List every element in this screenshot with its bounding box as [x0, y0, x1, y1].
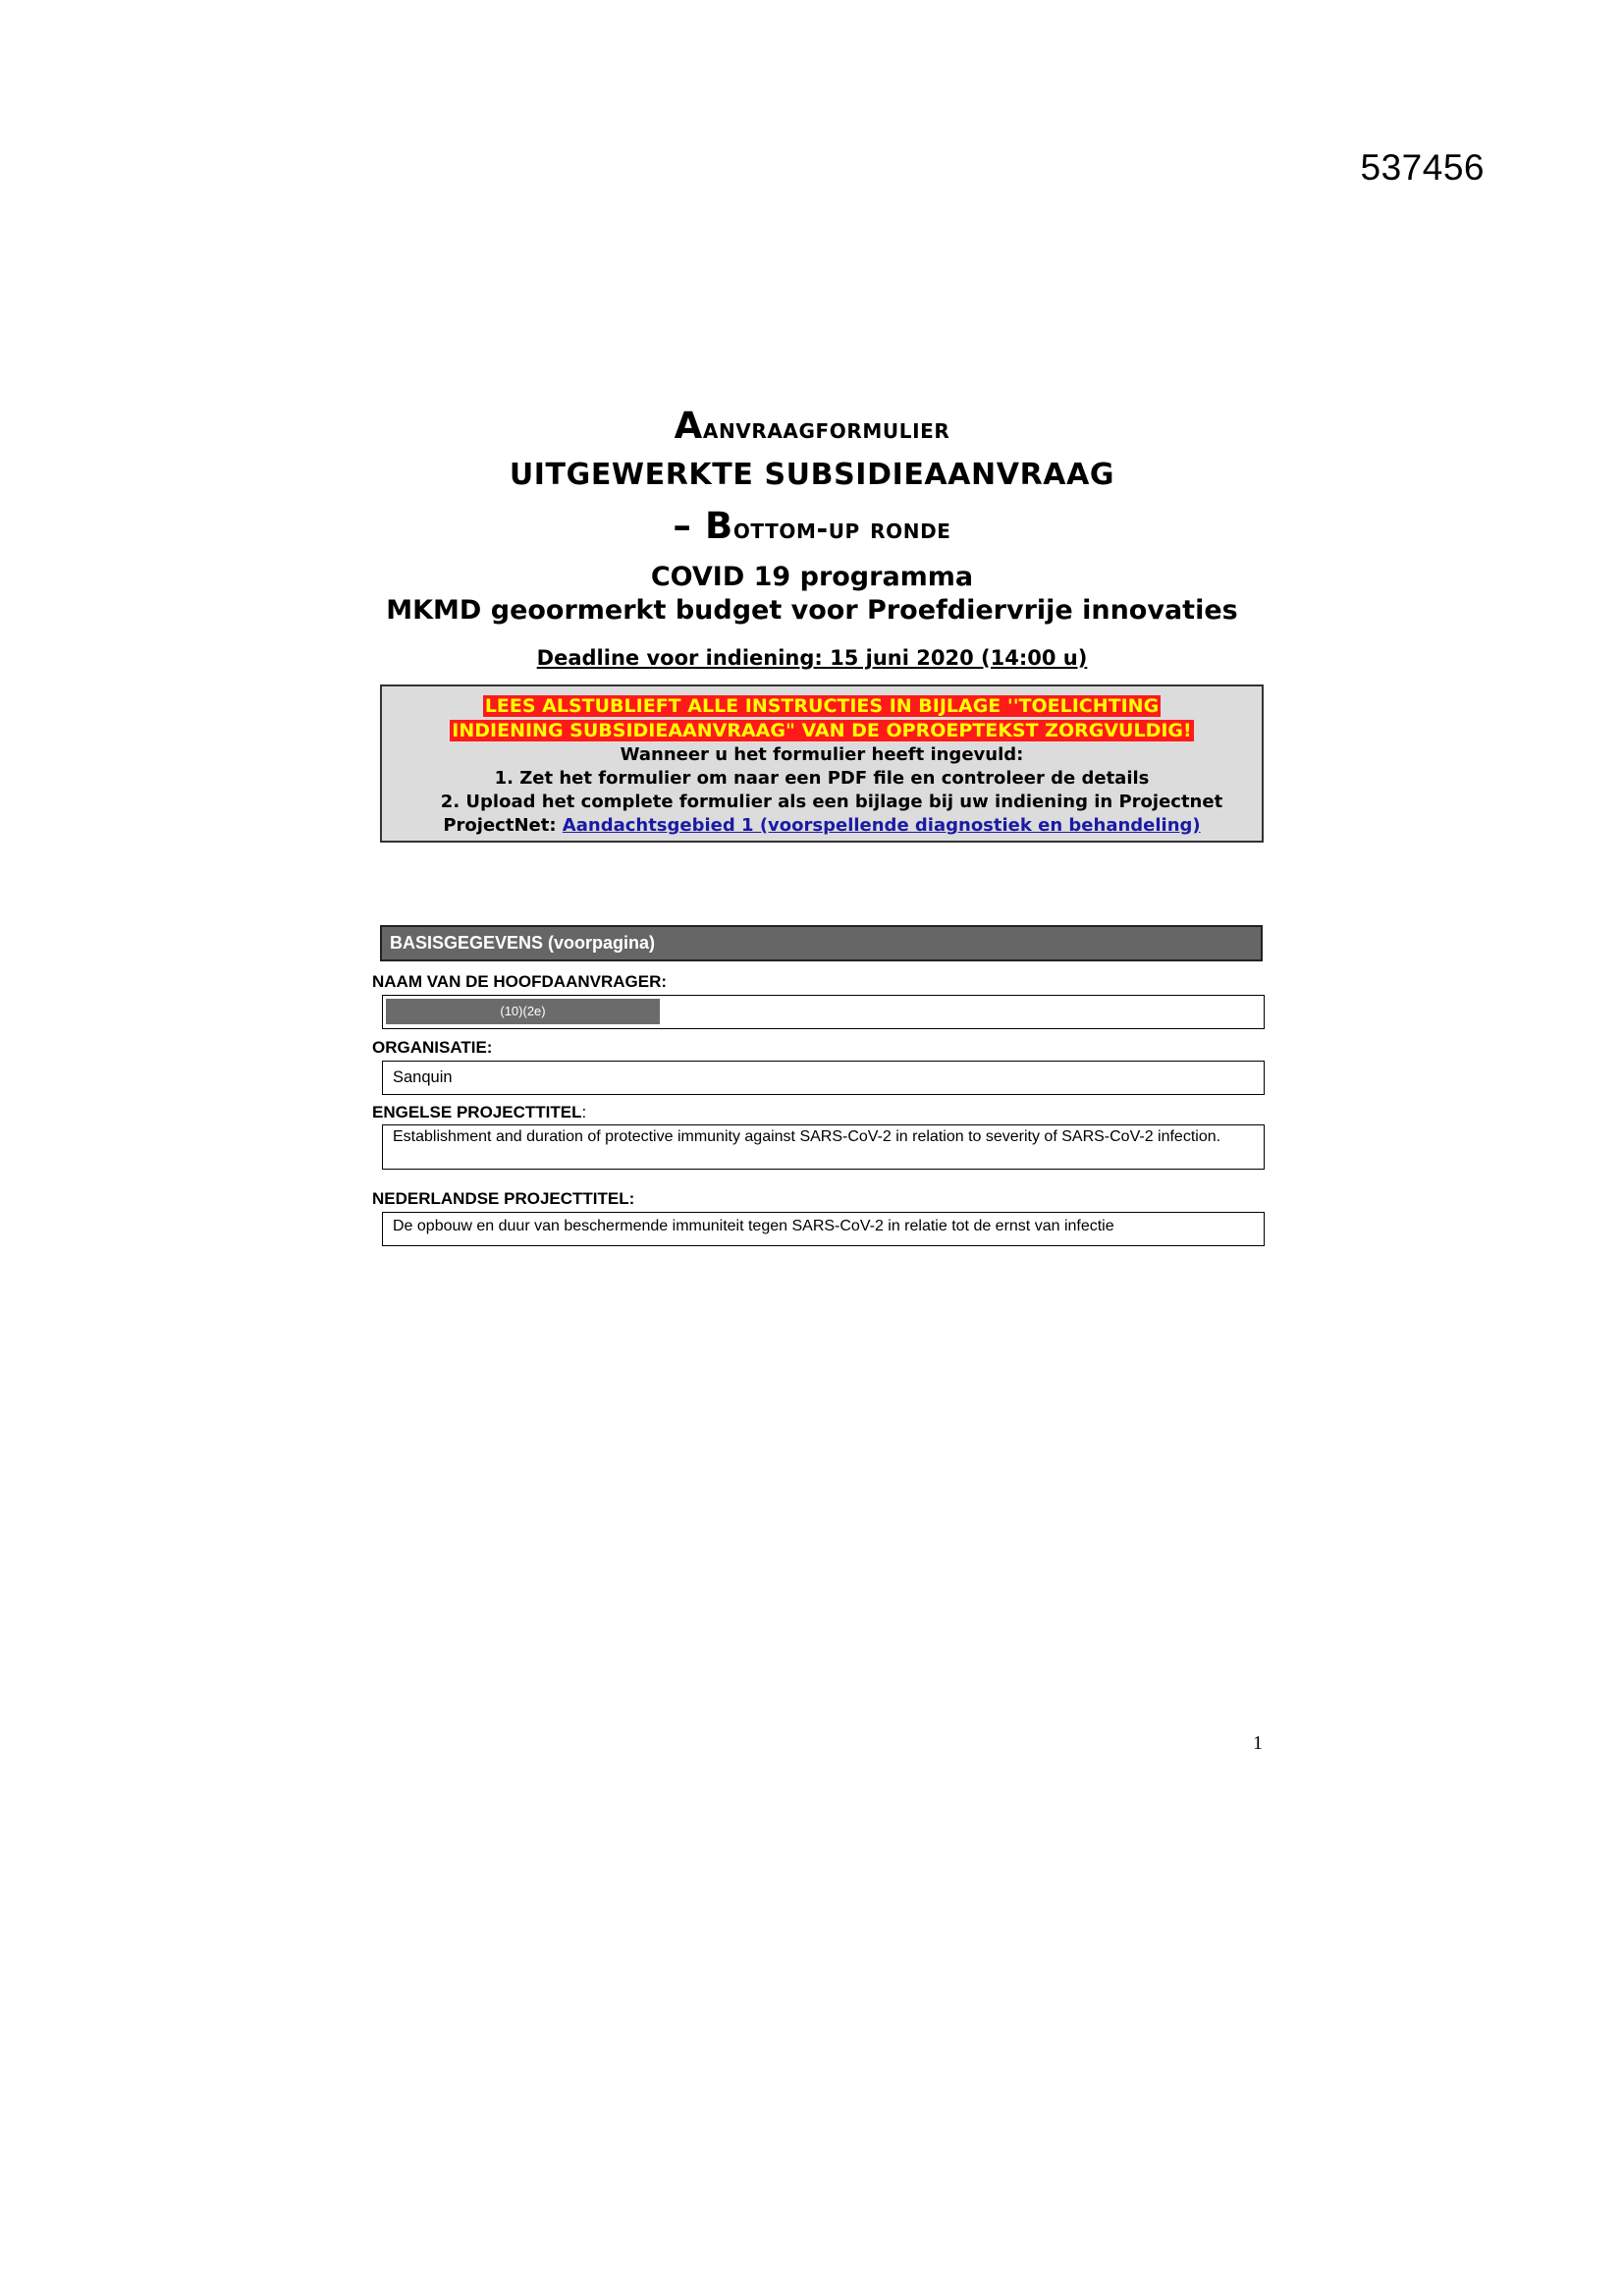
form-title-initial: A — [674, 405, 703, 447]
warning-line-1: LEES ALSTUBLIEFT ALLE INSTRUCTIES IN BIJLAGE ''TOELICHTING — [484, 695, 1160, 717]
programme-title: COVID 19 programma — [650, 562, 974, 592]
section-header-basisgegevens: BASISGEGEVENS (voorpagina) — [380, 925, 1263, 961]
projectnet-line — [382, 814, 1262, 838]
instructions-step-1: 1. Zet het formulier om naar een PDF file en controleer de details — [494, 768, 1150, 789]
budget-title: MKMD geoormerkt budget voor Proefdiervrije innovaties — [386, 595, 1238, 626]
warning-line-2: INDIENING SUBSIDIEAANVRAAG" VAN DE OPROEPTEKST ZORGVULDIG! — [452, 720, 1192, 741]
form-subtitle: UITGEWERKTE SUBSIDIEAANVRAAG — [509, 458, 1115, 492]
form-title — [0, 405, 1624, 447]
document-id: 537456 — [1360, 147, 1485, 188]
applicant-label: NAAM VAN DE HOOFDAANVRAGER: — [372, 972, 668, 991]
english-title-label — [372, 1103, 586, 1122]
instructions-step-2: 2. Upload het complete formulier als een bijlage bij uw indiening in Projectnet — [440, 792, 1223, 812]
projectnet-label: ProjectNet: — [443, 815, 563, 836]
projectnet-link[interactable]: Aandachtsgebied 1 (voorspellende diagnostiek en behandeling) — [562, 815, 1201, 836]
deadline-text: Deadline voor indiening: 15 juni 2020 (14:00 u) — [536, 646, 1088, 670]
organisation-field[interactable]: Sanquin — [382, 1061, 1265, 1095]
english-title-label-text: ENGELSE PROJECTTITEL — [372, 1103, 582, 1121]
dutch-title-field[interactable]: De opbouw en duur van beschermende immuniteit tegen SARS-CoV-2 in relatie tot de ernst van infectie — [382, 1212, 1265, 1246]
instructions-intro: Wanneer u het formulier heeft ingevuld: — [620, 744, 1024, 765]
english-title-label-colon: : — [581, 1103, 587, 1121]
english-title-field[interactable]: Establishment and duration of protective immunity against SARS-CoV-2 in relation to severity of SARS-CoV-2 infection. — [382, 1124, 1265, 1170]
round-title-initial: B — [705, 505, 733, 547]
round-title — [0, 505, 1624, 547]
page-number: 1 — [1253, 1732, 1263, 1754]
organisation-label: ORGANISATIE: — [372, 1038, 493, 1057]
round-title-dash: – — [673, 505, 706, 547]
round-title-rest: ottom-up ronde — [732, 513, 951, 545]
form-title-rest: anvraagformulier — [702, 412, 950, 445]
instructions-box — [380, 684, 1264, 843]
redaction-block: (10)(2e) — [386, 999, 660, 1024]
dutch-title-label: NEDERLANDSE PROJECTTITEL: — [372, 1189, 635, 1208]
